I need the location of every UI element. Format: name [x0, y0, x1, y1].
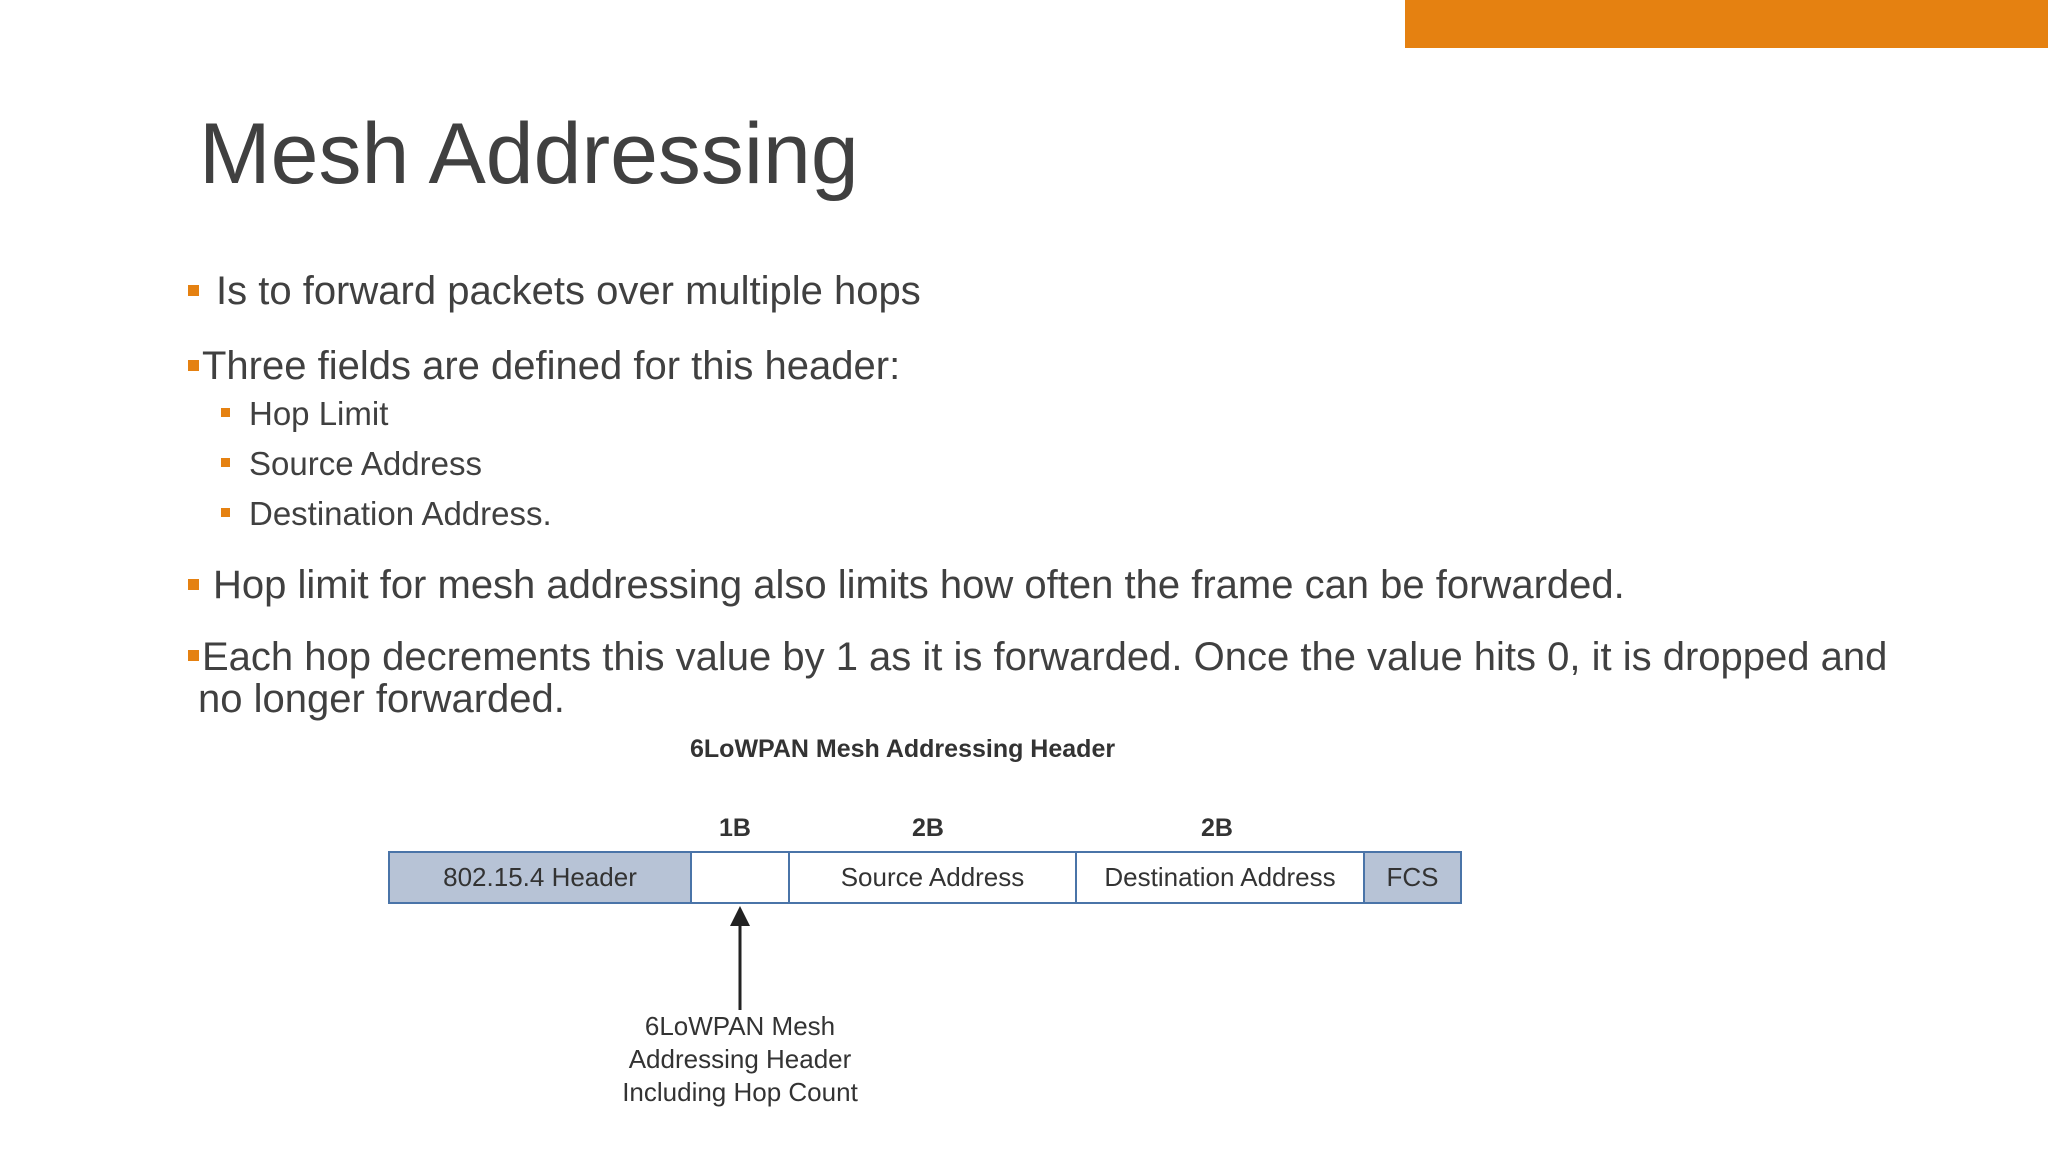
sub-bullet-destination-address: Destination Address. [249, 495, 552, 532]
bullet-three-fields: Three fields are defined for this header: [202, 344, 901, 388]
sub-bullet-marker [221, 408, 230, 417]
size-label-destination: 2B [1201, 814, 1233, 842]
mesh-header-frame [388, 851, 1462, 904]
segment-source-address: Source Address [788, 853, 1075, 902]
segment-destination-address: Destination Address [1075, 853, 1363, 902]
diagram-title: 6LoWPAN Mesh Addressing Header [690, 735, 1116, 763]
bullet-marker [188, 360, 199, 371]
bullet-decrement-value: Each hop decrements this value by 1 as it is forwarded. Once the value hits 0, it is dropped and no longer forwarded. [198, 635, 1888, 721]
size-label-hop: 1B [719, 814, 751, 842]
sub-bullet-marker [221, 508, 230, 517]
sub-bullet-hop-limit: Hop Limit [249, 395, 389, 432]
callout-line-1: 6LoWPAN Mesh [644, 1011, 836, 1041]
bullet-marker [188, 285, 199, 296]
sub-bullet-marker [221, 458, 230, 467]
size-label-source: 2B [912, 814, 944, 842]
callout-line-2: Addressing Header [628, 1044, 852, 1074]
accent-bar [1405, 0, 2048, 48]
bullet-marker [188, 579, 199, 590]
segment-fcs: FCS [1363, 853, 1460, 902]
callout-line-3: Including Hop Count [622, 1077, 858, 1107]
callout-text [590, 1010, 890, 1109]
slide-title: Mesh Addressing [199, 106, 859, 202]
segment-802154-header: 802.15.4 Header [390, 853, 690, 902]
sub-bullet-source-address: Source Address [249, 445, 482, 482]
segment-mesh-header [690, 853, 788, 902]
up-arrow-icon [726, 906, 754, 1010]
bullet-hop-limit-forwarding: Hop limit for mesh addressing also limits how often the frame can be forwarded. [213, 563, 1625, 607]
bullet-forward-packets: Is to forward packets over multiple hops [216, 269, 921, 313]
